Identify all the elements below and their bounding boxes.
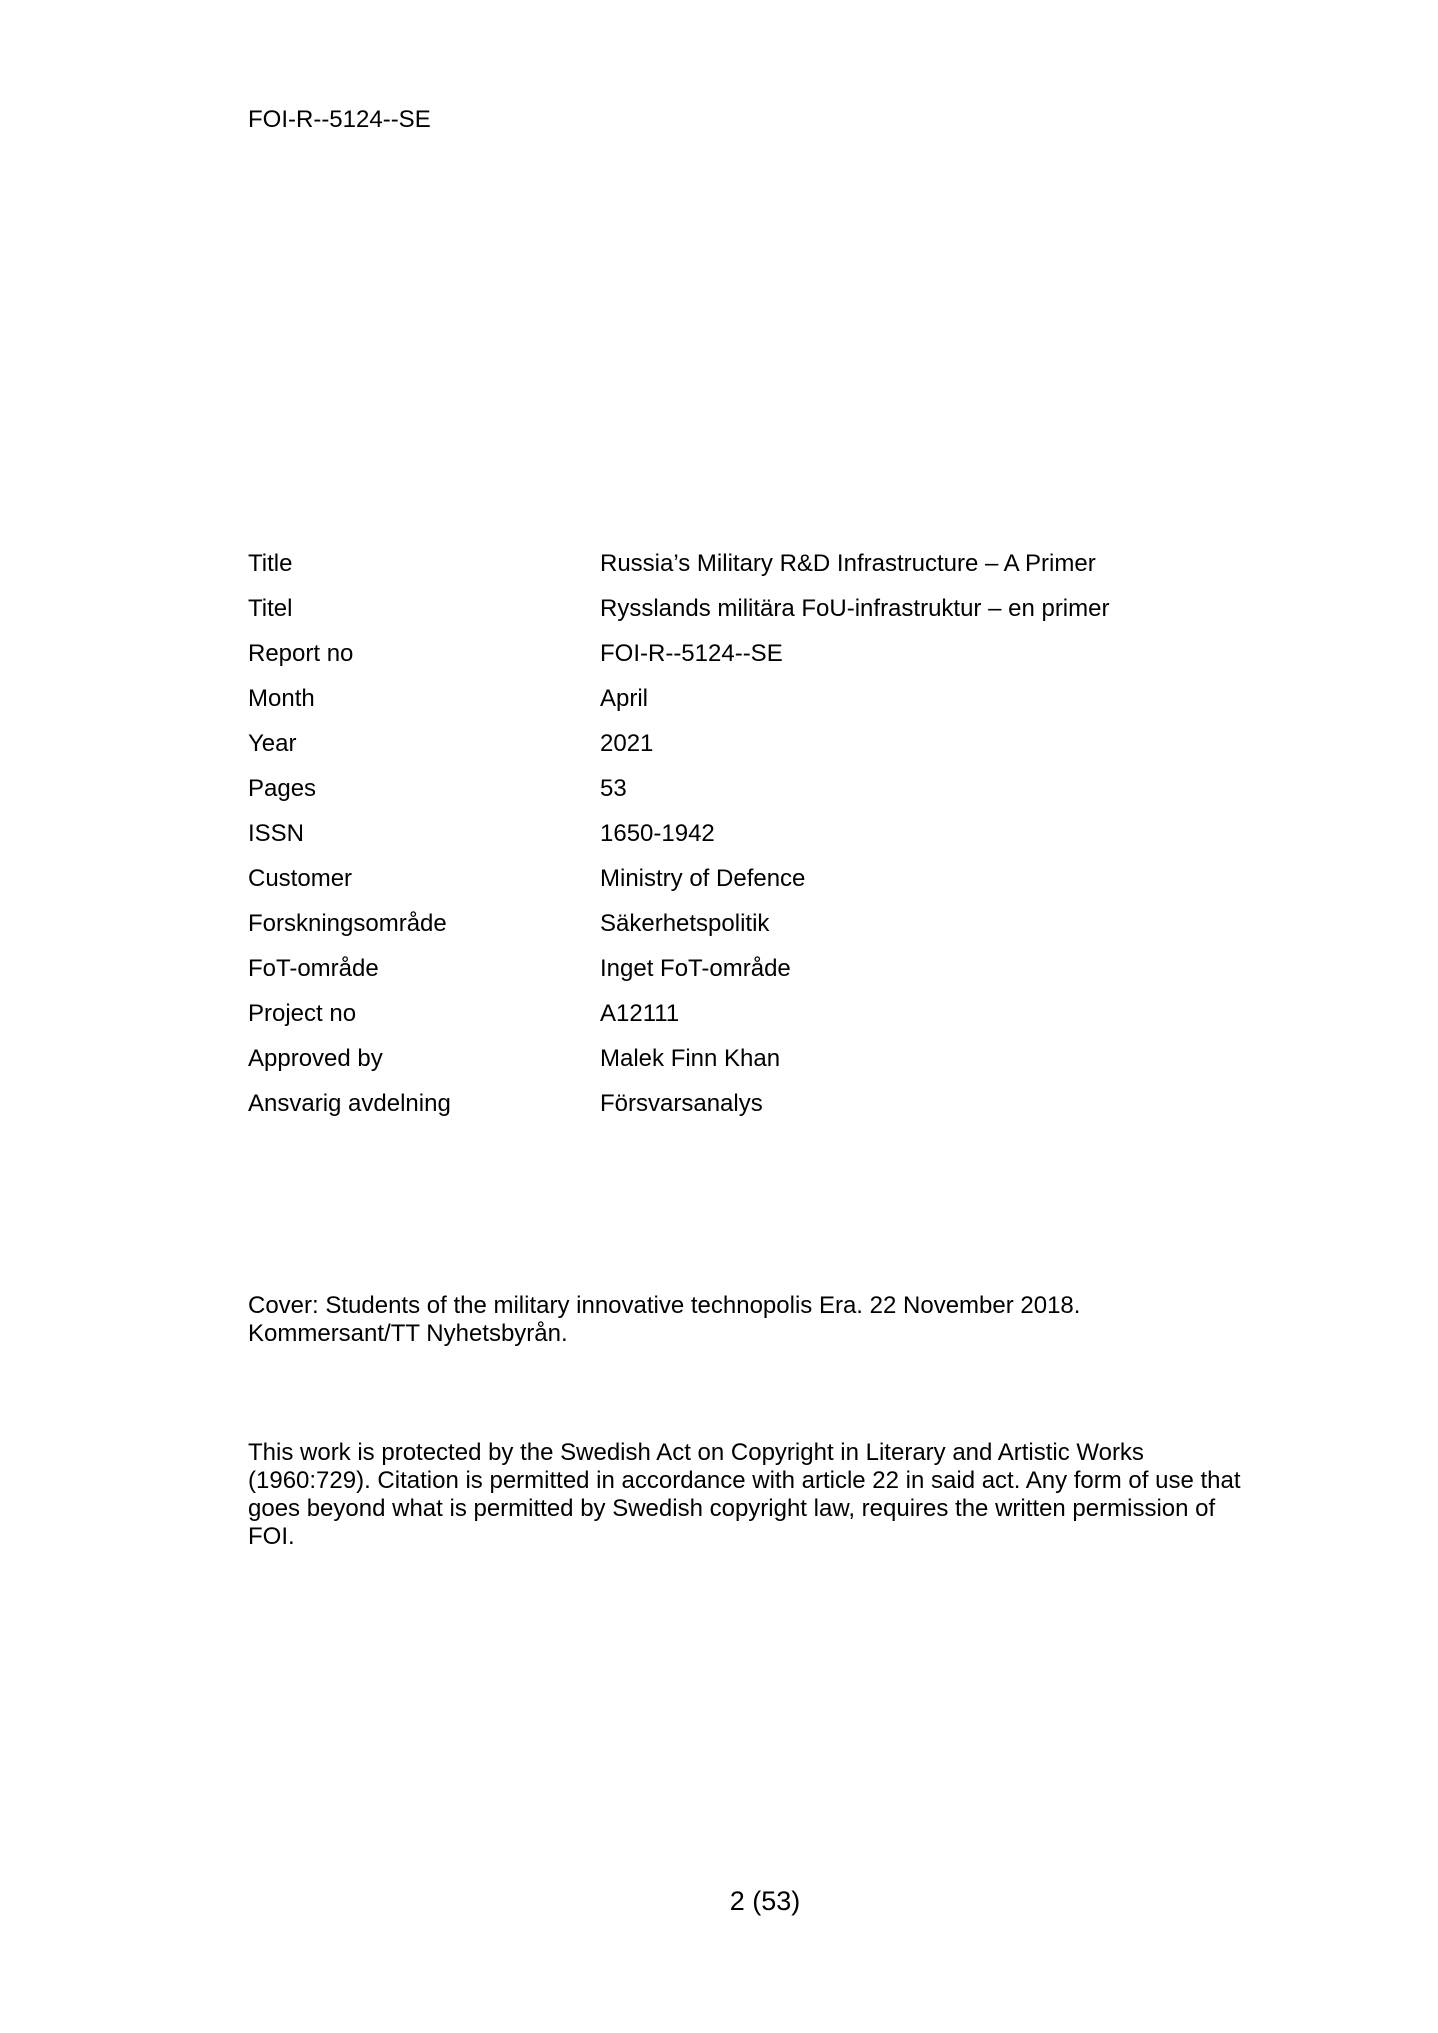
metadata-row <box>248 727 1248 772</box>
metadata-row <box>248 997 1248 1042</box>
metadata-label: Report no <box>248 640 354 667</box>
metadata-label: Month <box>248 685 315 712</box>
metadata-value: April <box>600 685 649 712</box>
metadata-row <box>248 1087 1248 1132</box>
metadata-value: Säkerhetspolitik <box>600 910 770 937</box>
metadata-value: Ministry of Defence <box>600 865 806 892</box>
metadata-value: Försvarsanalys <box>600 1090 763 1117</box>
metadata-value: Malek Finn Khan <box>600 1045 781 1072</box>
metadata-label: Titel <box>248 595 293 622</box>
metadata-row <box>248 592 1248 637</box>
metadata-label: Pages <box>248 775 317 802</box>
metadata-row <box>248 862 1248 907</box>
metadata-value: 2021 <box>600 730 654 757</box>
page-number: 2 (53) <box>729 1886 801 1916</box>
metadata-value: Inget FoT-område <box>600 955 791 982</box>
metadata-value: 53 <box>600 775 627 802</box>
metadata-row <box>248 817 1248 862</box>
cover-credit-paragraph: Cover: Students of the military innovative technopolis Era. 22 November 2018. Kommersant/TT Nyhetsbyrån. <box>248 1292 1081 1347</box>
report-metadata-table <box>248 547 1248 1132</box>
copyright-notice-paragraph: This work is protected by the Swedish Act on Copyright in Literary and Artistic Works (1960:729). Citation is permitted in accordance with article 22 in said act. Any form of use that goes beyond what is permitted by Swedish copyright law, requires the written permission of FOI. <box>248 1439 1241 1550</box>
metadata-value: A12111 <box>600 1000 680 1027</box>
metadata-label: FoT-område <box>248 955 379 982</box>
metadata-label: Forskningsområde <box>248 910 447 937</box>
report-code-header: FOI-R--5124--SE <box>248 106 431 133</box>
metadata-label: Customer <box>248 865 353 892</box>
metadata-value: Russia’s Military R&D Infrastructure – A Primer <box>600 550 1096 577</box>
metadata-row <box>248 1042 1248 1087</box>
metadata-label: Ansvarig avdelning <box>248 1090 451 1117</box>
metadata-row <box>248 952 1248 997</box>
metadata-row <box>248 772 1248 817</box>
metadata-row <box>248 682 1248 727</box>
metadata-label: Year <box>248 730 297 757</box>
metadata-row <box>248 637 1248 682</box>
metadata-label: ISSN <box>248 820 305 847</box>
metadata-row <box>248 547 1248 592</box>
metadata-value: Rysslands militära FoU-infrastruktur – en primer <box>600 595 1110 622</box>
metadata-label: Project no <box>248 1000 357 1027</box>
metadata-value: 1650-1942 <box>600 820 715 847</box>
metadata-value: FOI-R--5124--SE <box>600 640 783 667</box>
metadata-row <box>248 907 1248 952</box>
metadata-label: Approved by <box>248 1045 383 1072</box>
metadata-label: Title <box>248 550 293 577</box>
